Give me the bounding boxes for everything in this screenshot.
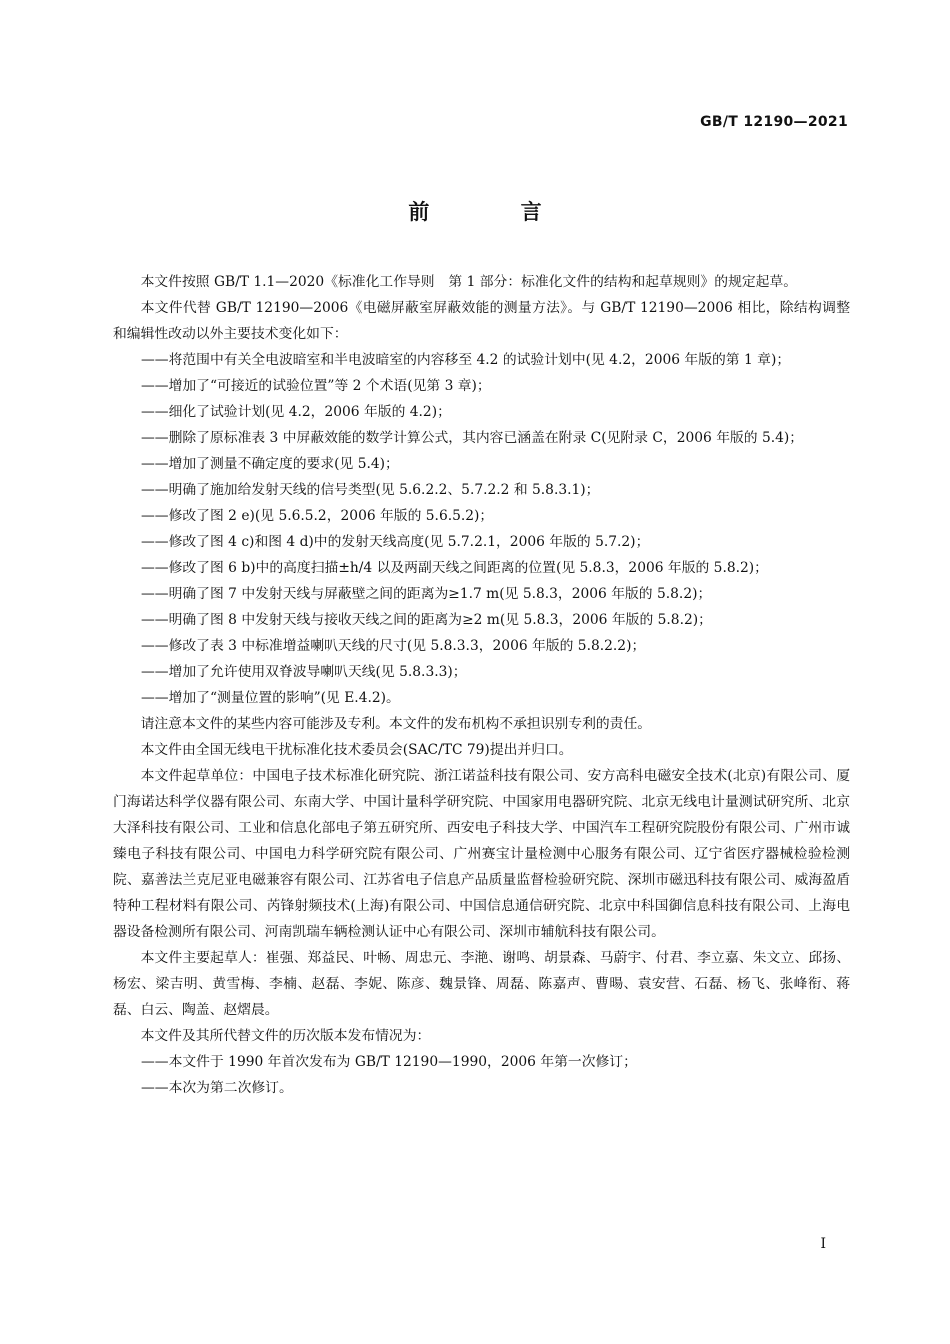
standard-code: GB/T 12190—2021 — [700, 114, 848, 130]
list-item: ——本次为第二次修订。 — [141, 1080, 293, 1096]
list-item: ——删除了原标准表 3 中屏蔽效能的数学计算公式，其内容已涵盖在附录 C(见附录 C，2006 年版的 5.4)； — [141, 430, 804, 446]
list-item: ——本文件于 1990 年首次发布为 GB/T 12190—1990，2006 年第一次修订； — [141, 1054, 637, 1070]
paragraph-patent-notice: 请注意本文件的某些内容可能涉及专利。本文件的发布机构不承担识别专利的责任。 — [140, 716, 652, 732]
page-title: 前 言 — [408, 200, 584, 224]
paragraph-drafting-rules: 本文件按照 GB/T 1.1—2020《标准化工作导则 第 1 部分：标准化文件的结构和起草规则》的规定起草。 — [140, 274, 798, 290]
paragraph-drafting-units: 本文件起草单位：中国电子技术标准化研究院、浙江诺益科技有限公司、安方高科电磁安全技术(北京)有限公司、厦门海诺达科学仪器有限公司、东南大学、中国计量科学研究院、中国家用电器研究院、北京无线电计量测试研究所、北京大泽科技有限公司、工业和信息化部电子第五研究所、西安电子科技大学、中国汽车工程研究院股份有限公司、广州市诚臻电子科技有限公司、中国电力科学研究院有限公司、广州赛宝计量检测中心服务有限公司、辽宁省医疗器械检验检测院、嘉善法兰克尼亚电磁兼容有限公司、江苏省电子信息产品质量监督检验研究院、深圳市磁迅科技有限公司、威海盈盾特种工程材料有限公司、芮锋射频技术(上海)有限公司、中国信息通信研究院、北京中科国御信息科技有限公司、上海电器设备检测所有限公司、河南凯瑞车辆检测认证中心有限公司、深圳市辅航科技有限公司。 — [113, 768, 850, 940]
document-body — [113, 269, 850, 1101]
list-item: ——将范围中有关全电波暗室和半电波暗室的内容移至 4.2 的试验计划中(见 4.2，2006 年版的第 1 章)； — [141, 352, 791, 368]
paragraph-drafters: 本文件主要起草人：崔强、郑益民、叶畅、周忠元、李滟、谢鸣、胡景森、马蔚宇、付君、李立嘉、朱文立、邱扬、杨宏、梁吉明、黄雪梅、李楠、赵磊、李妮、陈彦、魏景锋、周磊、陈嘉声、曹暘、袁安营、石磊、杨飞、张峰衔、蒋磊、白云、陶盖、赵熠晨。 — [113, 950, 850, 1018]
list-item: ——明确了图 7 中发射天线与屏蔽壁之间的距离为≥1.7 m(见 5.8.3，2006 年版的 5.8.2)； — [141, 586, 712, 602]
list-item: ——增加了“测量位置的影响”(见 E.4.2)。 — [141, 690, 400, 706]
paragraph-proposer: 本文件由全国无线电干扰标准化技术委员会(SAC/TC 79)提出并归口。 — [140, 742, 573, 758]
list-item: ——增加了允许使用双脊波导喇叭天线(见 5.8.3.3)； — [141, 664, 467, 680]
list-item: ——明确了施加给发射天线的信号类型(见 5.6.2.2、5.7.2.2 和 5.8.3.1)； — [141, 482, 600, 498]
list-item: ——增加了测量不确定度的要求(见 5.4)； — [141, 456, 399, 472]
list-item: ——修改了图 6 b)中的高度扫描±h/4 以及两副天线之间距离的位置(见 5.8.3，2006 年版的 5.8.2)； — [141, 560, 768, 576]
page-number: I — [820, 1236, 826, 1252]
changes-list — [113, 347, 850, 711]
paragraph-history-intro: 本文件及其所代替文件的历次版本发布情况为： — [140, 1028, 431, 1044]
list-item: ——明确了图 8 中发射天线与接收天线之间的距离为≥2 m(见 5.8.3，2006 年版的 5.8.2)； — [141, 612, 712, 628]
paragraph-replacement: 本文件代替 GB/T 12190—2006《电磁屏蔽室屏蔽效能的测量方法》。与 GB/T 12190—2006 相比，除结构调整和编辑性改动以外主要技术变化如下： — [113, 300, 850, 342]
history-list — [113, 1049, 850, 1101]
list-item: ——修改了图 4 c)和图 4 d)中的发射天线高度(见 5.7.2.1，2006 年版的 5.7.2)； — [141, 534, 650, 550]
list-item: ——细化了试验计划(见 4.2，2006 年版的 4.2)； — [141, 404, 451, 420]
list-item: ——增加了“可接近的试验位置”等 2 个术语(见第 3 章)； — [141, 378, 491, 394]
list-item: ——修改了表 3 中标准增益喇叭天线的尺寸(见 5.8.3.3，2006 年版的 5.8.2.2)； — [141, 638, 646, 654]
list-item: ——修改了图 2 e)(见 5.6.5.2，2006 年版的 5.6.5.2)； — [141, 508, 494, 524]
